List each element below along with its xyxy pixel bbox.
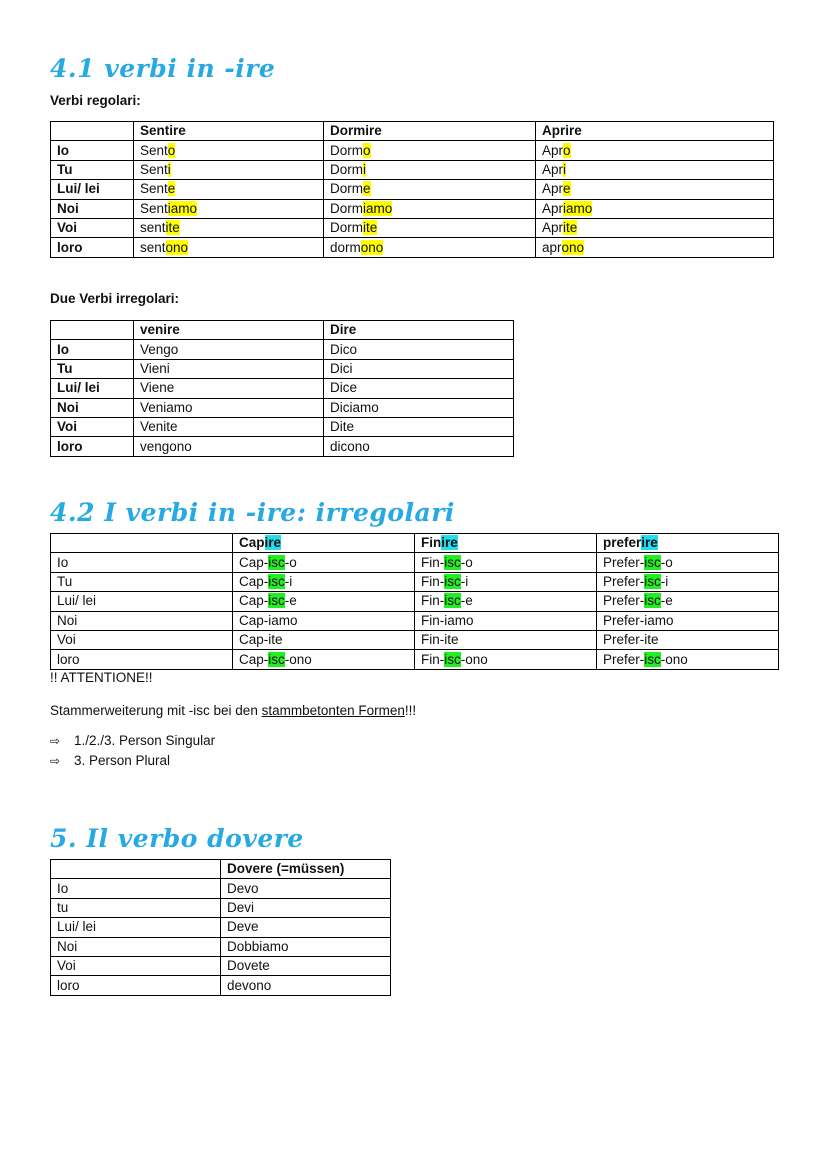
table-row bbox=[51, 611, 779, 630]
section-title-4-1: 4.1 verbi in -ire bbox=[50, 54, 276, 83]
table-row bbox=[51, 956, 391, 975]
verb-stem: sent bbox=[140, 239, 166, 255]
conjugation-cell: Fin-iamo bbox=[415, 611, 597, 630]
table-row bbox=[51, 553, 779, 572]
person-cell: Noi bbox=[51, 398, 134, 417]
conjugation-cell: Diciamo bbox=[324, 398, 514, 417]
verb-ending: iamo bbox=[363, 200, 393, 216]
person-cell: Voi bbox=[51, 218, 134, 237]
verb-stem: Prefer- bbox=[603, 573, 645, 589]
header-dovere: Dovere (=müssen) bbox=[221, 860, 391, 879]
verb-ending: iamo bbox=[563, 200, 593, 216]
verb-stem: Apr bbox=[542, 220, 564, 236]
verb-ending: e bbox=[363, 181, 371, 197]
person-cell: Voi bbox=[51, 630, 233, 649]
person-cell: Tu bbox=[51, 572, 233, 591]
section-title-4-2: 4.2 I verbi in -ire: irregolari bbox=[50, 498, 455, 527]
verb-stem: Apr bbox=[542, 161, 564, 177]
isc-infix: isc bbox=[444, 554, 461, 570]
table-row bbox=[51, 398, 514, 417]
isc-infix: isc bbox=[444, 573, 461, 589]
verb-ending: i bbox=[563, 161, 567, 177]
conjugation-cell bbox=[233, 572, 415, 591]
person-cell: Tu bbox=[51, 160, 134, 179]
rule-text bbox=[50, 703, 416, 718]
conjugation-cell bbox=[536, 238, 774, 257]
conjugation-cell: Vengo bbox=[134, 340, 324, 359]
verb-ending: o bbox=[167, 142, 176, 158]
conjugation-cell bbox=[536, 141, 774, 160]
header-preferire bbox=[597, 534, 779, 553]
verb-stem: Cap- bbox=[239, 651, 269, 667]
table-row bbox=[51, 630, 779, 649]
conjugation-cell: Cap-iamo bbox=[233, 611, 415, 630]
verb-stem: Cap bbox=[239, 535, 265, 551]
table-row bbox=[51, 879, 391, 898]
person-cell: Io bbox=[51, 141, 134, 160]
header-cell bbox=[51, 122, 134, 141]
verb-ending: -e bbox=[284, 593, 297, 609]
verb-ending: ono bbox=[360, 239, 384, 255]
conjugation-cell bbox=[233, 553, 415, 572]
conjugation-cell bbox=[324, 160, 536, 179]
verb-stem: Fin bbox=[421, 535, 442, 551]
isc-infix: isc bbox=[644, 593, 661, 609]
conjugation-cell bbox=[415, 592, 597, 611]
irregular-verbs-table bbox=[50, 320, 514, 457]
header-cell bbox=[51, 321, 134, 340]
conjugation-cell bbox=[134, 180, 324, 199]
header-aprire: Aprire bbox=[536, 122, 774, 141]
person-cell: Io bbox=[51, 340, 134, 359]
rule-prefix: Stammerweiterung mit -isc bei den bbox=[50, 703, 262, 718]
attention-note: !! ATTENTIONE!! bbox=[50, 670, 153, 685]
verb-stem: Sent bbox=[140, 142, 168, 158]
dovere-table bbox=[50, 859, 391, 996]
isc-infix: isc bbox=[444, 651, 461, 667]
verb-ending: iamo bbox=[167, 200, 198, 216]
conjugation-cell: vengono bbox=[134, 437, 324, 456]
regular-verbs-table bbox=[50, 121, 774, 258]
verb-ending: -i bbox=[284, 573, 293, 589]
verb-stem: Cap- bbox=[239, 593, 269, 609]
table-row bbox=[51, 976, 391, 995]
conjugation-cell bbox=[415, 553, 597, 572]
conjugation-cell bbox=[233, 650, 415, 669]
verb-stem: sent bbox=[140, 220, 166, 236]
table-row bbox=[51, 898, 391, 917]
conjugation-cell: Cap-ite bbox=[233, 630, 415, 649]
header-cell bbox=[51, 860, 221, 879]
header-dormire: Dormire bbox=[324, 122, 536, 141]
verb-stem: Fin- bbox=[421, 554, 445, 570]
conjugation-cell bbox=[134, 199, 324, 218]
conjugation-cell: Dice bbox=[324, 379, 514, 398]
person-cell: tu bbox=[51, 898, 221, 917]
conjugation-cell: devono bbox=[221, 976, 391, 995]
person-cell: loro bbox=[51, 238, 134, 257]
verb-ending: ite bbox=[363, 220, 378, 236]
header-dire: Dire bbox=[324, 321, 514, 340]
conjugation-cell bbox=[415, 572, 597, 591]
verb-ending: -o bbox=[460, 554, 473, 570]
table-header-row bbox=[51, 534, 779, 553]
verb-ending: i bbox=[167, 161, 171, 177]
verb-stem: Dorm bbox=[330, 181, 363, 197]
person-cell: Lui/ lei bbox=[51, 918, 221, 937]
conjugation-cell: Deve bbox=[221, 918, 391, 937]
header-cell bbox=[51, 534, 233, 553]
table-header-row bbox=[51, 321, 514, 340]
verb-stem: Fin- bbox=[421, 573, 445, 589]
bullet-text: 3. Person Plural bbox=[74, 753, 171, 768]
arrow-right-icon: ⇨ bbox=[50, 734, 61, 748]
arrow-right-icon: ⇨ bbox=[50, 754, 61, 768]
verb-stem: Prefer- bbox=[603, 554, 645, 570]
verb-ending: -i bbox=[660, 573, 669, 589]
verb-stem: Dorm bbox=[330, 200, 363, 216]
verb-ending: ire bbox=[641, 535, 658, 551]
verb-ending: ono bbox=[561, 239, 585, 255]
verb-ending: ono bbox=[165, 239, 189, 255]
isc-infix: isc bbox=[268, 593, 285, 609]
verb-ending: -ono bbox=[660, 651, 688, 667]
conjugation-cell bbox=[324, 141, 536, 160]
verb-stem: Sent bbox=[140, 161, 168, 177]
conjugation-cell: dicono bbox=[324, 437, 514, 456]
section-title-5: 5. Il verbo dovere bbox=[50, 824, 304, 853]
verb-ending: -i bbox=[460, 573, 469, 589]
table-row bbox=[51, 160, 774, 179]
isc-infix: isc bbox=[268, 573, 285, 589]
table-row bbox=[51, 141, 774, 160]
verb-stem: Sent bbox=[140, 200, 168, 216]
verb-ending: -e bbox=[460, 593, 473, 609]
person-cell: Noi bbox=[51, 199, 134, 218]
table-row bbox=[51, 379, 514, 398]
conjugation-cell bbox=[597, 572, 779, 591]
conjugation-cell bbox=[536, 218, 774, 237]
isc-infix: isc bbox=[268, 554, 285, 570]
verb-ending: ire bbox=[441, 535, 458, 551]
conjugation-cell bbox=[134, 141, 324, 160]
verb-stem: Fin- bbox=[421, 651, 445, 667]
conjugation-cell: Veniamo bbox=[134, 398, 324, 417]
person-cell: Io bbox=[51, 553, 233, 572]
table-row bbox=[51, 199, 774, 218]
verb-ending: i bbox=[363, 161, 366, 177]
person-cell: Noi bbox=[51, 611, 233, 630]
header-finire bbox=[415, 534, 597, 553]
person-cell: Lui/ lei bbox=[51, 180, 134, 199]
verb-stem: Dorm bbox=[330, 161, 363, 177]
verb-ending: o bbox=[363, 142, 371, 158]
verb-stem: Apr bbox=[542, 200, 564, 216]
conjugation-cell bbox=[597, 553, 779, 572]
table-row bbox=[51, 437, 514, 456]
table-row bbox=[51, 359, 514, 378]
conjugation-cell: Venite bbox=[134, 417, 324, 436]
verb-stem: Sent bbox=[140, 181, 168, 197]
table-row bbox=[51, 238, 774, 257]
verb-stem: Apr bbox=[542, 142, 564, 158]
rule-underlined: stammbetonten Formen bbox=[261, 703, 405, 718]
conjugation-cell: Dovete bbox=[221, 956, 391, 975]
verb-stem: Cap- bbox=[239, 573, 269, 589]
verb-ending: -ono bbox=[460, 651, 488, 667]
conjugation-cell bbox=[134, 160, 324, 179]
conjugation-cell bbox=[597, 592, 779, 611]
verb-stem: Prefer- bbox=[603, 651, 645, 667]
header-sentire: Sentire bbox=[134, 122, 324, 141]
conjugation-cell: Dobbiamo bbox=[221, 937, 391, 956]
person-cell: Voi bbox=[51, 417, 134, 436]
verb-ending: -o bbox=[660, 554, 673, 570]
table-row bbox=[51, 592, 779, 611]
conjugation-cell bbox=[324, 180, 536, 199]
person-cell: loro bbox=[51, 976, 221, 995]
conjugation-cell bbox=[324, 199, 536, 218]
person-cell: Noi bbox=[51, 937, 221, 956]
isc-verbs-table bbox=[50, 533, 779, 670]
table-row bbox=[51, 417, 514, 436]
table-row bbox=[51, 650, 779, 669]
conjugation-cell bbox=[536, 180, 774, 199]
conjugation-cell: Prefer-iamo bbox=[597, 611, 779, 630]
conjugation-cell bbox=[536, 160, 774, 179]
table-header-row bbox=[51, 860, 391, 879]
verb-stem: Prefer- bbox=[603, 593, 645, 609]
table-row bbox=[51, 218, 774, 237]
person-cell: Lui/ lei bbox=[51, 379, 134, 398]
verb-ending: -ono bbox=[284, 651, 312, 667]
conjugation-cell bbox=[134, 218, 324, 237]
person-cell: Tu bbox=[51, 359, 134, 378]
verb-stem: Dorm bbox=[330, 220, 363, 236]
verb-stem: Fin- bbox=[421, 593, 445, 609]
verb-ending: ire bbox=[264, 535, 282, 551]
verb-ending: o bbox=[563, 142, 571, 158]
irregular-verbs-label: Due Verbi irregolari: bbox=[50, 291, 180, 306]
verb-ending: e bbox=[167, 181, 176, 197]
conjugation-cell: Prefer-ite bbox=[597, 630, 779, 649]
person-cell: Voi bbox=[51, 956, 221, 975]
rule-suffix: !!! bbox=[404, 703, 417, 718]
isc-infix: isc bbox=[644, 651, 661, 667]
bullet-text: 1./2./3. Person Singular bbox=[74, 733, 216, 748]
table-row bbox=[51, 918, 391, 937]
verb-ending: e bbox=[563, 181, 571, 197]
conjugation-cell bbox=[233, 592, 415, 611]
verb-stem: prefer bbox=[603, 535, 642, 551]
conjugation-cell: Devi bbox=[221, 898, 391, 917]
verb-stem: dorm bbox=[330, 239, 361, 255]
isc-infix: isc bbox=[268, 651, 285, 667]
conjugation-cell bbox=[415, 650, 597, 669]
verb-stem: Dorm bbox=[330, 142, 363, 158]
isc-infix: isc bbox=[644, 573, 661, 589]
verb-stem: Apr bbox=[542, 181, 564, 197]
bullet-item bbox=[50, 733, 215, 748]
bullet-item bbox=[50, 753, 170, 768]
conjugation-cell bbox=[597, 650, 779, 669]
conjugation-cell bbox=[324, 218, 536, 237]
conjugation-cell: Dici bbox=[324, 359, 514, 378]
verb-ending: -e bbox=[660, 593, 673, 609]
conjugation-cell bbox=[536, 199, 774, 218]
conjugation-cell bbox=[134, 238, 324, 257]
conjugation-cell: Dico bbox=[324, 340, 514, 359]
conjugation-cell: Devo bbox=[221, 879, 391, 898]
table-row bbox=[51, 937, 391, 956]
person-cell: Io bbox=[51, 879, 221, 898]
verb-ending: ite bbox=[165, 220, 180, 236]
verb-ending: ite bbox=[563, 220, 578, 236]
isc-infix: isc bbox=[644, 554, 661, 570]
isc-infix: isc bbox=[444, 593, 461, 609]
person-cell: loro bbox=[51, 650, 233, 669]
header-venire: venire bbox=[134, 321, 324, 340]
conjugation-cell bbox=[324, 238, 536, 257]
table-row bbox=[51, 572, 779, 591]
conjugation-cell: Vieni bbox=[134, 359, 324, 378]
person-cell: loro bbox=[51, 437, 134, 456]
table-row bbox=[51, 180, 774, 199]
verb-stem: Cap- bbox=[239, 554, 269, 570]
conjugation-cell: Viene bbox=[134, 379, 324, 398]
header-capire bbox=[233, 534, 415, 553]
verb-stem: apr bbox=[542, 239, 562, 255]
table-row bbox=[51, 340, 514, 359]
conjugation-cell: Fin-ite bbox=[415, 630, 597, 649]
conjugation-cell: Dite bbox=[324, 417, 514, 436]
verb-ending: -o bbox=[284, 554, 297, 570]
table-header-row bbox=[51, 122, 774, 141]
person-cell: Lui/ lei bbox=[51, 592, 233, 611]
regular-verbs-label: Verbi regolari: bbox=[50, 93, 141, 108]
